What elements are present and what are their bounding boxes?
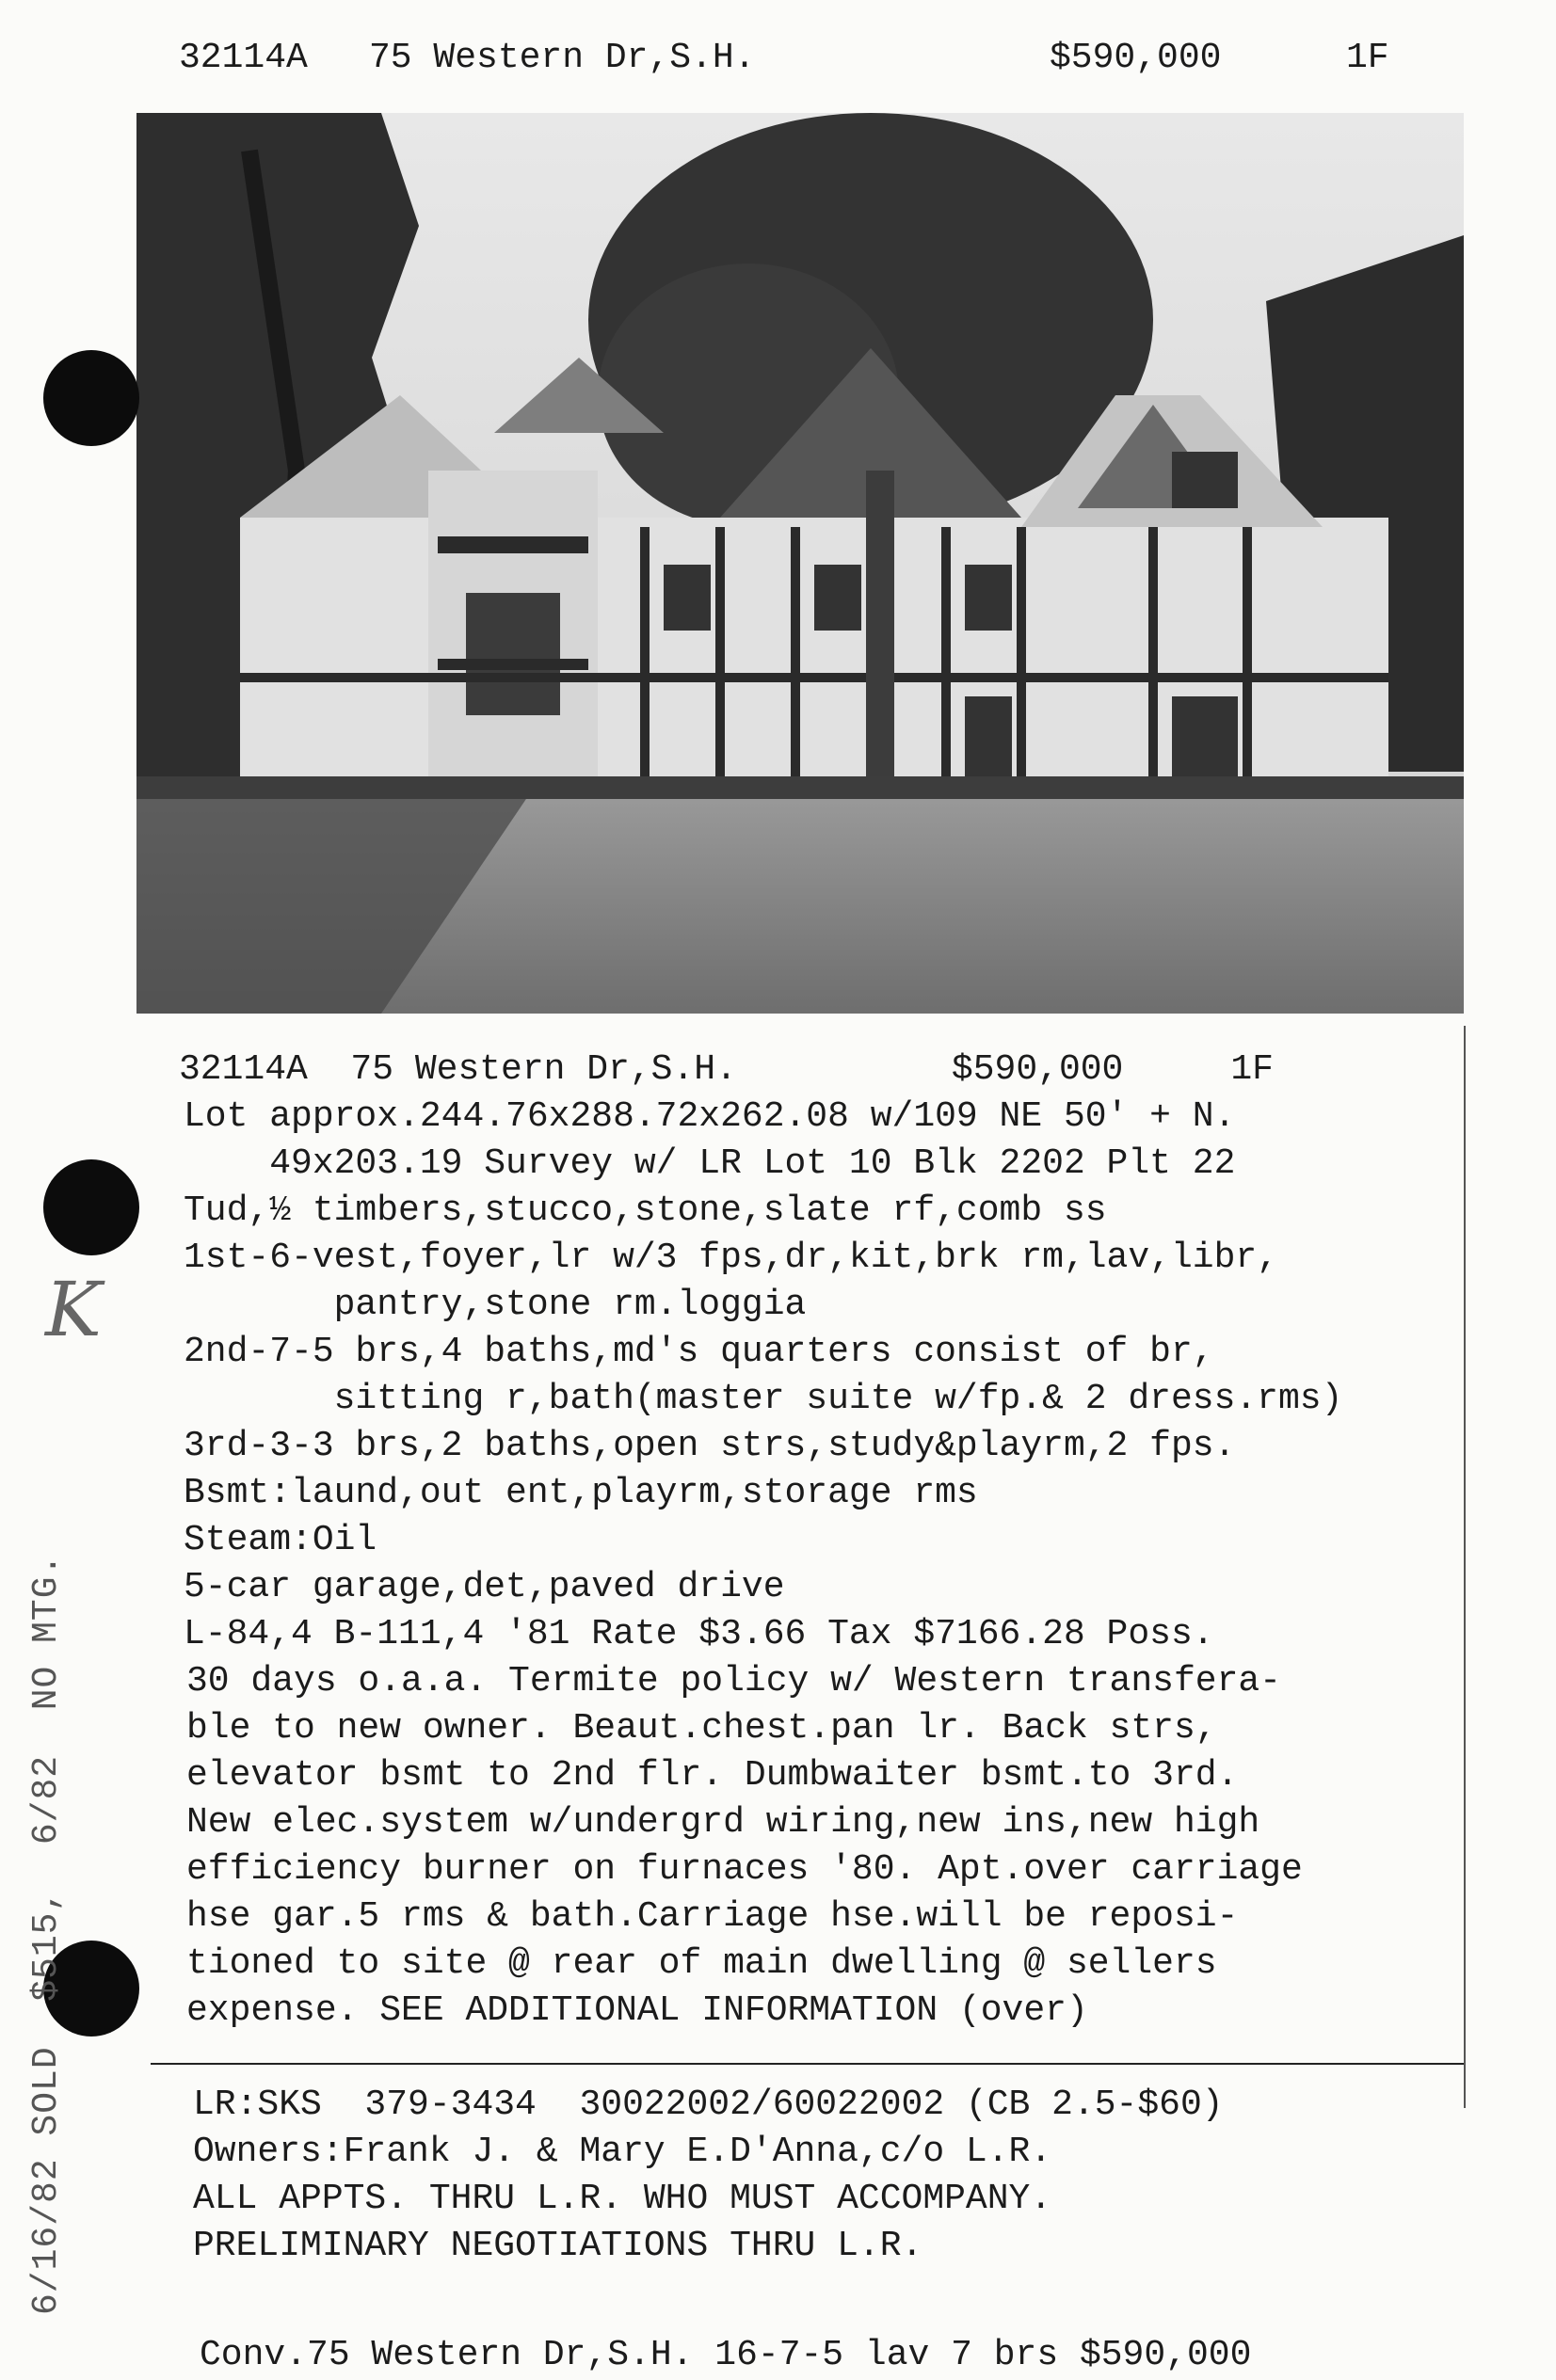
handwritten-mark: K xyxy=(45,1266,102,1353)
right-border xyxy=(1464,1026,1466,2108)
punch-hole xyxy=(43,350,139,446)
section-divider xyxy=(151,2063,1464,2065)
detail-line: 32114A 75 Western Dr,S.H. $590,000 1F xyxy=(179,1049,1274,1090)
header-price: $590,000 xyxy=(1050,38,1222,78)
detail-line: Tud,½ timbers,stucco,stone,slate rf,comb ss xyxy=(184,1190,1107,1231)
header-code: 1F xyxy=(1346,38,1389,78)
broker-line: PRELIMINARY NEGOTIATIONS THRU L.R. xyxy=(193,2226,923,2266)
listing-number: 32114A xyxy=(179,38,308,78)
detail-line: L-84,4 B-111,4 '81 Rate $3.66 Tax $7166.28 Poss. xyxy=(184,1614,1214,1654)
header-address: 75 Western Dr,S.H. xyxy=(369,38,756,78)
footer-summary: Conv.75 Western Dr,S.H. 16-7-5 lav 7 brs $590,000 xyxy=(200,2335,1252,2375)
punch-hole xyxy=(43,1159,139,1255)
detail-line: 49x203.19 Survey w/ LR Lot 10 Blk 2202 Plt 22 xyxy=(184,1143,1236,1184)
detail-line: tioned to site @ rear of main dwelling @ sellers xyxy=(186,1943,1217,1984)
detail-line: Lot approx.244.76x288.72x262.08 w/109 NE 50' + N. xyxy=(184,1096,1236,1137)
detail-line: expense. SEE ADDITIONAL INFORMATION (over) xyxy=(186,1990,1088,2031)
house-photo xyxy=(136,113,1464,1014)
detail-line: hse gar.5 rms & bath.Carriage hse.will be reposi- xyxy=(186,1896,1239,1937)
detail-line: Bsmt:laund,out ent,playrm,storage rms xyxy=(184,1473,978,1513)
broker-line: Owners:Frank J. & Mary E.D'Anna,c/o L.R. xyxy=(193,2132,1052,2172)
broker-line: LR:SKS 379-3434 30022002/60022002 (CB 2.5-$60) xyxy=(193,2084,1224,2125)
detail-line: pantry,stone rm.loggia xyxy=(184,1285,807,1325)
detail-line: New elec.system w/undergrd wiring,new ins,new high xyxy=(186,1802,1260,1843)
detail-line: ble to new owner. Beaut.chest.pan lr. Back strs, xyxy=(186,1708,1217,1749)
detail-line: 5-car garage,det,paved drive xyxy=(184,1567,785,1607)
detail-line: 3rd-3-3 brs,2 baths,open strs,study&playrm,2 fps. xyxy=(184,1426,1236,1466)
sold-margin-note: 6/16/82 SOLD $515, 6/82 NO MTG. xyxy=(26,1553,67,2315)
detail-line: 30 days o.a.a. Termite policy w/ Western transfera- xyxy=(186,1661,1281,1701)
detail-line: Steam:Oil xyxy=(184,1520,377,1560)
detail-line: 2nd-7-5 brs,4 baths,md's quarters consist of br, xyxy=(184,1332,1214,1372)
detail-line: 1st-6-vest,foyer,lr w/3 fps,dr,kit,brk rm,lav,libr, xyxy=(184,1238,1278,1278)
detail-line: sitting r,bath(master suite w/fp.& 2 dress.rms) xyxy=(184,1379,1343,1419)
detail-line: elevator bsmt to 2nd flr. Dumbwaiter bsmt.to 3rd. xyxy=(186,1755,1239,1796)
detail-line: efficiency burner on furnaces '80. Apt.over carriage xyxy=(186,1849,1303,1890)
broker-line: ALL APPTS. THRU L.R. WHO MUST ACCOMPANY. xyxy=(193,2179,1052,2219)
